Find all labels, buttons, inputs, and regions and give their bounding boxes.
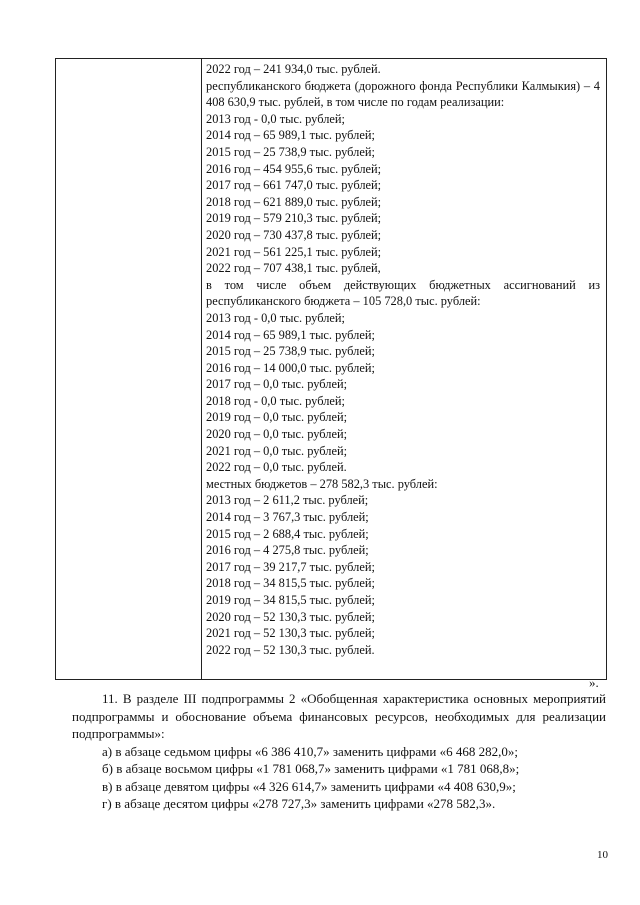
table-line: 2016 год – 454 955,6 тыс. рублей;: [206, 161, 382, 176]
table-line: 2018 год – 621 889,0 тыс. рублей;: [206, 194, 382, 209]
table-line: 2018 год – 34 815,5 тыс. рублей;: [206, 576, 375, 591]
amendment-item: в) в абзаце девятом цифры «4 326 614,7» заменить цифрами «4 408 630,9»;: [102, 778, 516, 794]
table-line: 2019 год – 0,0 тыс. рублей;: [206, 410, 348, 425]
page-number: 10: [597, 849, 608, 861]
table-line: 2020 год – 730 437,8 тыс. рублей;: [206, 227, 382, 242]
amendment-text: [72, 690, 606, 813]
table-line: 2018 год - 0,0 тыс. рублей;: [206, 393, 345, 408]
table-line: 2022 год – 52 130,3 тыс. рублей.: [206, 642, 375, 657]
table-line: 2021 год – 52 130,3 тыс. рублей;: [206, 626, 375, 641]
table-line: 2017 год – 0,0 тыс. рублей;: [206, 377, 348, 392]
table-line: 2017 год – 661 747,0 тыс. рублей;: [206, 178, 382, 193]
table-line: 2013 год - 0,0 тыс. рублей;: [206, 310, 345, 325]
table-line: 2019 год – 34 815,5 тыс. рублей;: [206, 593, 375, 607]
table-line: 2016 год – 4 275,8 тыс. рублей;: [206, 543, 369, 558]
table-line: 2021 год – 0,0 тыс. рублей;: [206, 443, 348, 458]
table-line: 2014 год – 65 989,1 тыс. рублей;: [206, 128, 375, 143]
amendment-paragraph: 11. В разделе III подпрограммы 2 «Обобщенная характеристика основных мероприятий подпрограммы и обоснование объема финансовых ресурсов, необходимых для реализации подпрограммы»:: [72, 691, 606, 741]
table-line: 2017 год – 39 217,7 тыс. рублей;: [206, 559, 375, 574]
amendment-item: а) в абзаце седьмом цифры «6 386 410,7» заменить цифрами «6 468 282,0»;: [102, 743, 518, 759]
table-line: 2014 год – 3 767,3 тыс. рублей;: [206, 510, 369, 525]
table-line: 2022 год – 241 934,0 тыс. рублей.: [206, 62, 381, 76]
table-line: 2013 год - 0,0 тыс. рублей;: [206, 111, 345, 126]
table-line: 2020 год – 0,0 тыс. рублей;: [206, 427, 348, 442]
table-line: 2020 год – 52 130,3 тыс. рублей;: [206, 609, 375, 624]
table-paragraph: республиканского бюджета (дорожного фонда Республики Калмыкия) – 4 408 630,9 тыс. рублей, в том числе по годам реализации:: [206, 78, 600, 110]
table-line: 2013 год – 2 611,2 тыс. рублей;: [206, 493, 369, 508]
table-line: 2014 год – 65 989,1 тыс. рублей;: [206, 327, 375, 342]
table-line: 2015 год – 2 688,4 тыс. рублей;: [206, 526, 369, 541]
table-line: 2015 год – 25 738,9 тыс. рублей;: [206, 144, 375, 159]
table-line: местных бюджетов – 278 582,3 тыс. рублей:: [206, 476, 438, 491]
table-line: 2019 год – 579 210,3 тыс. рублей;: [206, 211, 382, 226]
table-line: 2021 год – 561 225,1 тыс. рублей;: [206, 244, 382, 259]
column-divider: [201, 59, 202, 679]
table-line: 2022 год – 0,0 тыс. рублей.: [206, 460, 347, 475]
table-line: 2022 год – 707 438,1 тыс. рублей,: [206, 261, 381, 276]
table-line: 2015 год – 25 738,9 тыс. рублей;: [206, 344, 375, 359]
table-line: 2016 год – 14 000,0 тыс. рублей;: [206, 360, 375, 375]
program-table: [55, 58, 607, 680]
funding-cell: [206, 61, 600, 658]
amendment-item: б) в абзаце восьмом цифры «1 781 068,7» заменить цифрами «1 781 068,8»;: [102, 761, 520, 776]
amendment-item: г) в абзаце десятом цифры «278 727,3» заменить цифрами «278 582,3».: [102, 796, 496, 811]
closing-quote: ».: [589, 675, 599, 690]
table-paragraph: в том числе объем действующих бюджетных ассигнований из республиканского бюджета – 105 728,0 тыс. рублей:: [206, 277, 600, 309]
